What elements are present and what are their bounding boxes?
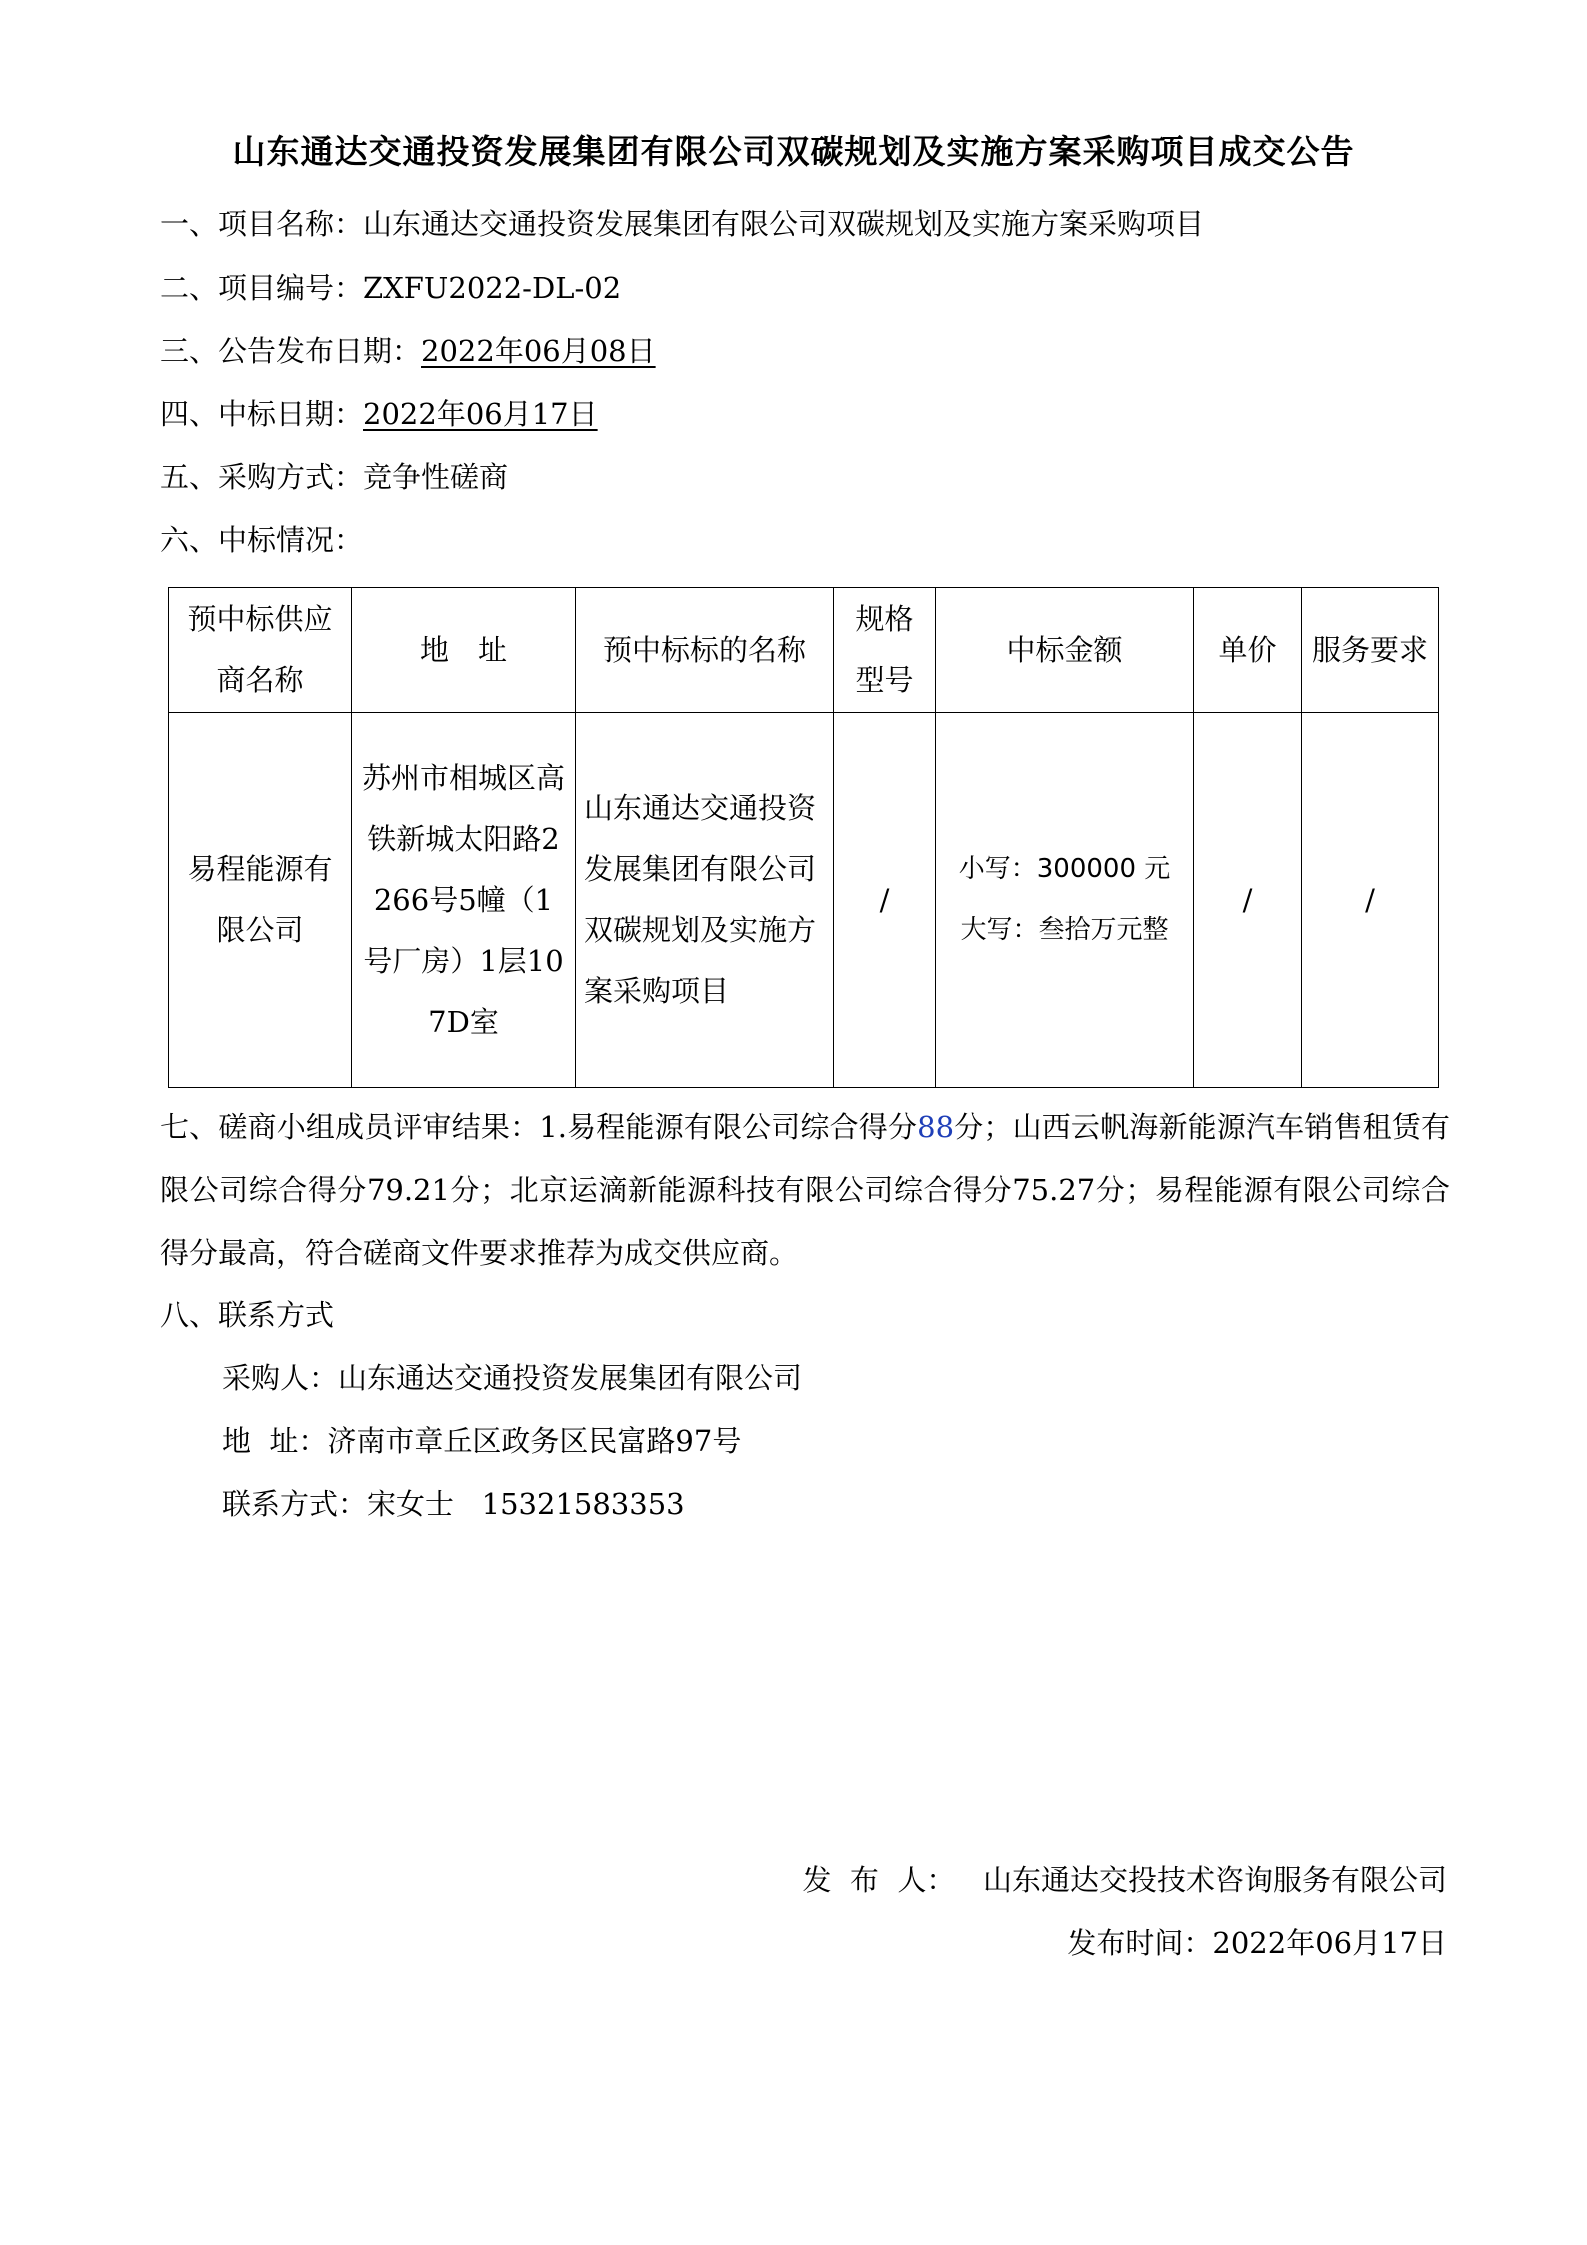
award-date-value: 2022年06月17日 (363, 397, 598, 431)
table-row (169, 713, 1439, 1088)
cell-address: 苏州市相城区高铁新城太阳路2266号5幢（1号厂房）1层107D室 (352, 713, 576, 1088)
header-address: 地 址 (352, 588, 576, 713)
review-prefix: 七、磋商小组成员评审结果：1.易程能源有限公司综合得分 (160, 1110, 918, 1144)
header-amount: 中标金额 (936, 588, 1194, 713)
table-header-row (169, 588, 1439, 713)
cell-supplier: 易程能源有限公司 (169, 713, 352, 1088)
project-name-line (160, 206, 1204, 242)
cell-service: / (1302, 713, 1439, 1088)
publish-date-line (160, 333, 656, 369)
contact-buyer: 采购人：山东通达交通投资发展集团有限公司 (222, 1361, 803, 1395)
method-value: 竞争性磋商 (363, 460, 509, 494)
header-service: 服务要求 (1302, 588, 1439, 713)
project-no-label: 二、项目编号： (160, 271, 364, 305)
publish-date-label: 三、公告发布日期： (160, 334, 422, 368)
publish-time-line: 发布时间：2022年06月17日 (1067, 1926, 1447, 1960)
cell-spec: / (834, 713, 936, 1088)
publish-date-value: 2022年06月08日 (421, 334, 656, 368)
project-no-line (160, 270, 621, 306)
method-label: 五、采购方式： (160, 460, 364, 494)
header-unit-price: 单价 (1194, 588, 1302, 713)
amount-large: 大写：叁拾万元整 (960, 915, 1169, 945)
cell-amount (936, 713, 1194, 1088)
amount-small: 小写：300000 元 (958, 854, 1171, 884)
award-date-line (160, 396, 598, 432)
page-title: 山东通达交通投资发展集团有限公司双碳规划及实施方案采购项目成交公告 (232, 132, 1355, 171)
method-line (160, 459, 508, 495)
award-info-label: 六、中标情况： (160, 523, 364, 557)
project-no-value: ZXFU2022-DL-02 (363, 271, 622, 305)
review-paragraph (160, 1096, 1450, 1285)
review-suffix: 分；山西云帆海新能源汽车销售租赁有限公司综合得分79.21分；北京运滴新能源科技有限公司综合得分75.27分；易程能源有限公司综合得分最高，符合磋商文件要求推荐为成交供应商。 (160, 1110, 1450, 1270)
publisher-line: 发 布 人： 山东通达交投技术咨询服务有限公司 (802, 1863, 1447, 1897)
cell-subject: 山东通达交通投资发展集团有限公司双碳规划及实施方案采购项目 (576, 713, 834, 1088)
header-subject: 预中标标的名称 (576, 588, 834, 713)
contact-address: 地 址：济南市章丘区政务区民富路97号 (222, 1424, 742, 1458)
header-spec: 规格型号 (834, 588, 936, 713)
header-supplier: 预中标供应商名称 (169, 588, 352, 713)
contact-label: 八、联系方式 (160, 1298, 335, 1332)
project-name-label: 一、项目名称： (160, 207, 364, 241)
award-date-label: 四、中标日期： (160, 397, 364, 431)
cell-unit-price: / (1194, 713, 1302, 1088)
project-name-value: 山东通达交通投资发展集团有限公司双碳规划及实施方案采购项目 (363, 207, 1205, 241)
review-score: 88 (917, 1110, 955, 1144)
contact-phone: 联系方式：宋女士 15321583353 (222, 1487, 685, 1521)
award-table (168, 587, 1439, 1088)
